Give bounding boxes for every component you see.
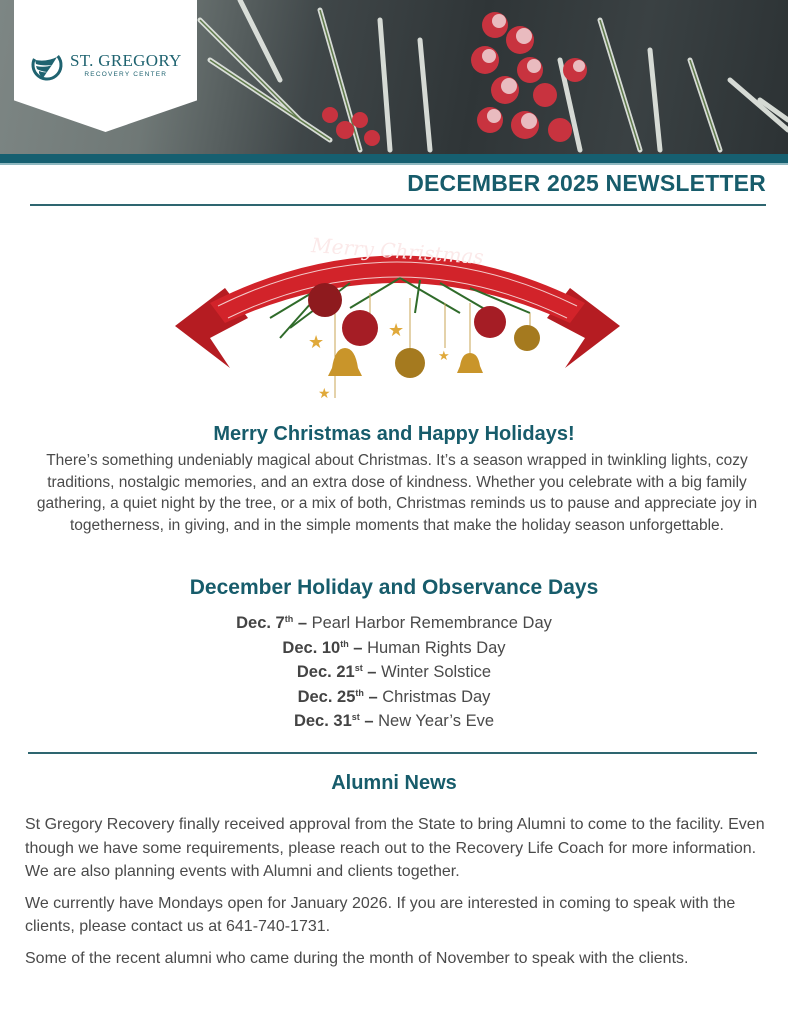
logo-subtitle: RECOVERY CENTER: [84, 71, 168, 78]
divider: [28, 752, 757, 754]
header-band: [0, 154, 788, 165]
christmas-ornament-banner-icon: [170, 218, 625, 403]
alumni-paragraph: St Gregory Recovery finally received approval from the State to bring Alumni to come to the facility. Even though we have some requirements, please reach out to the Recovery Life Coach for more information. We are also planning events with Alumni and clients together.: [25, 816, 765, 880]
list-item: Dec. 31st – New Year’s Eve: [293, 712, 495, 730]
observance-heading: December Holiday and Observance Days: [189, 576, 599, 599]
alumni-body: [25, 813, 765, 978]
christmas-heading: Merry Christmas and Happy Holidays!: [213, 423, 575, 445]
divider: [30, 204, 766, 206]
svg-text:★: ★: [318, 385, 331, 401]
alumni-paragraph: We currently have Mondays open for January 2026. If you are interested in coming to speak with the clients, please contact us at 641-740-1731.: [25, 894, 736, 935]
christmas-body: There’s something undeniably magical about Christmas. It’s a season wrapped in twinkling lights, cozy traditions, nostalgic memories, and an extra dose of kindness. Whether you celebrate with a big family gathering, a quiet night by the tree, or a mix of both, Christmas reminds us to pause and appreciate joy in togetherness, in giving, and in the simple moments that make the holiday season unforgettable.: [36, 452, 758, 534]
list-item: Dec. 7th – Pearl Harbor Remembrance Day: [236, 614, 552, 632]
list-item: Dec. 10th – Human Rights Day: [282, 638, 506, 657]
alumni-paragraph: Some of the recent alumni who came during the month of November to speak with the clients.: [25, 949, 689, 967]
svg-text:★: ★: [308, 332, 325, 352]
svg-text:★: ★: [388, 320, 405, 340]
list-item: Dec. 21st – Winter Solstice: [296, 663, 492, 681]
svg-text:★: ★: [438, 348, 450, 363]
list-item: Dec. 25th – Christmas Day: [297, 687, 491, 706]
observance-list: [0, 611, 788, 734]
header-banner: [0, 0, 788, 154]
wing-swirl-logo-icon: [30, 48, 64, 82]
newsletter-title: DECEMBER 2025 NEWSLETTER: [407, 170, 766, 196]
svg-text:Merry Christmas: Merry Christmas: [310, 233, 485, 270]
logo-name: ST. GREGORY: [70, 51, 182, 70]
alumni-heading: Alumni News: [331, 772, 457, 794]
logo[interactable]: [30, 48, 182, 82]
